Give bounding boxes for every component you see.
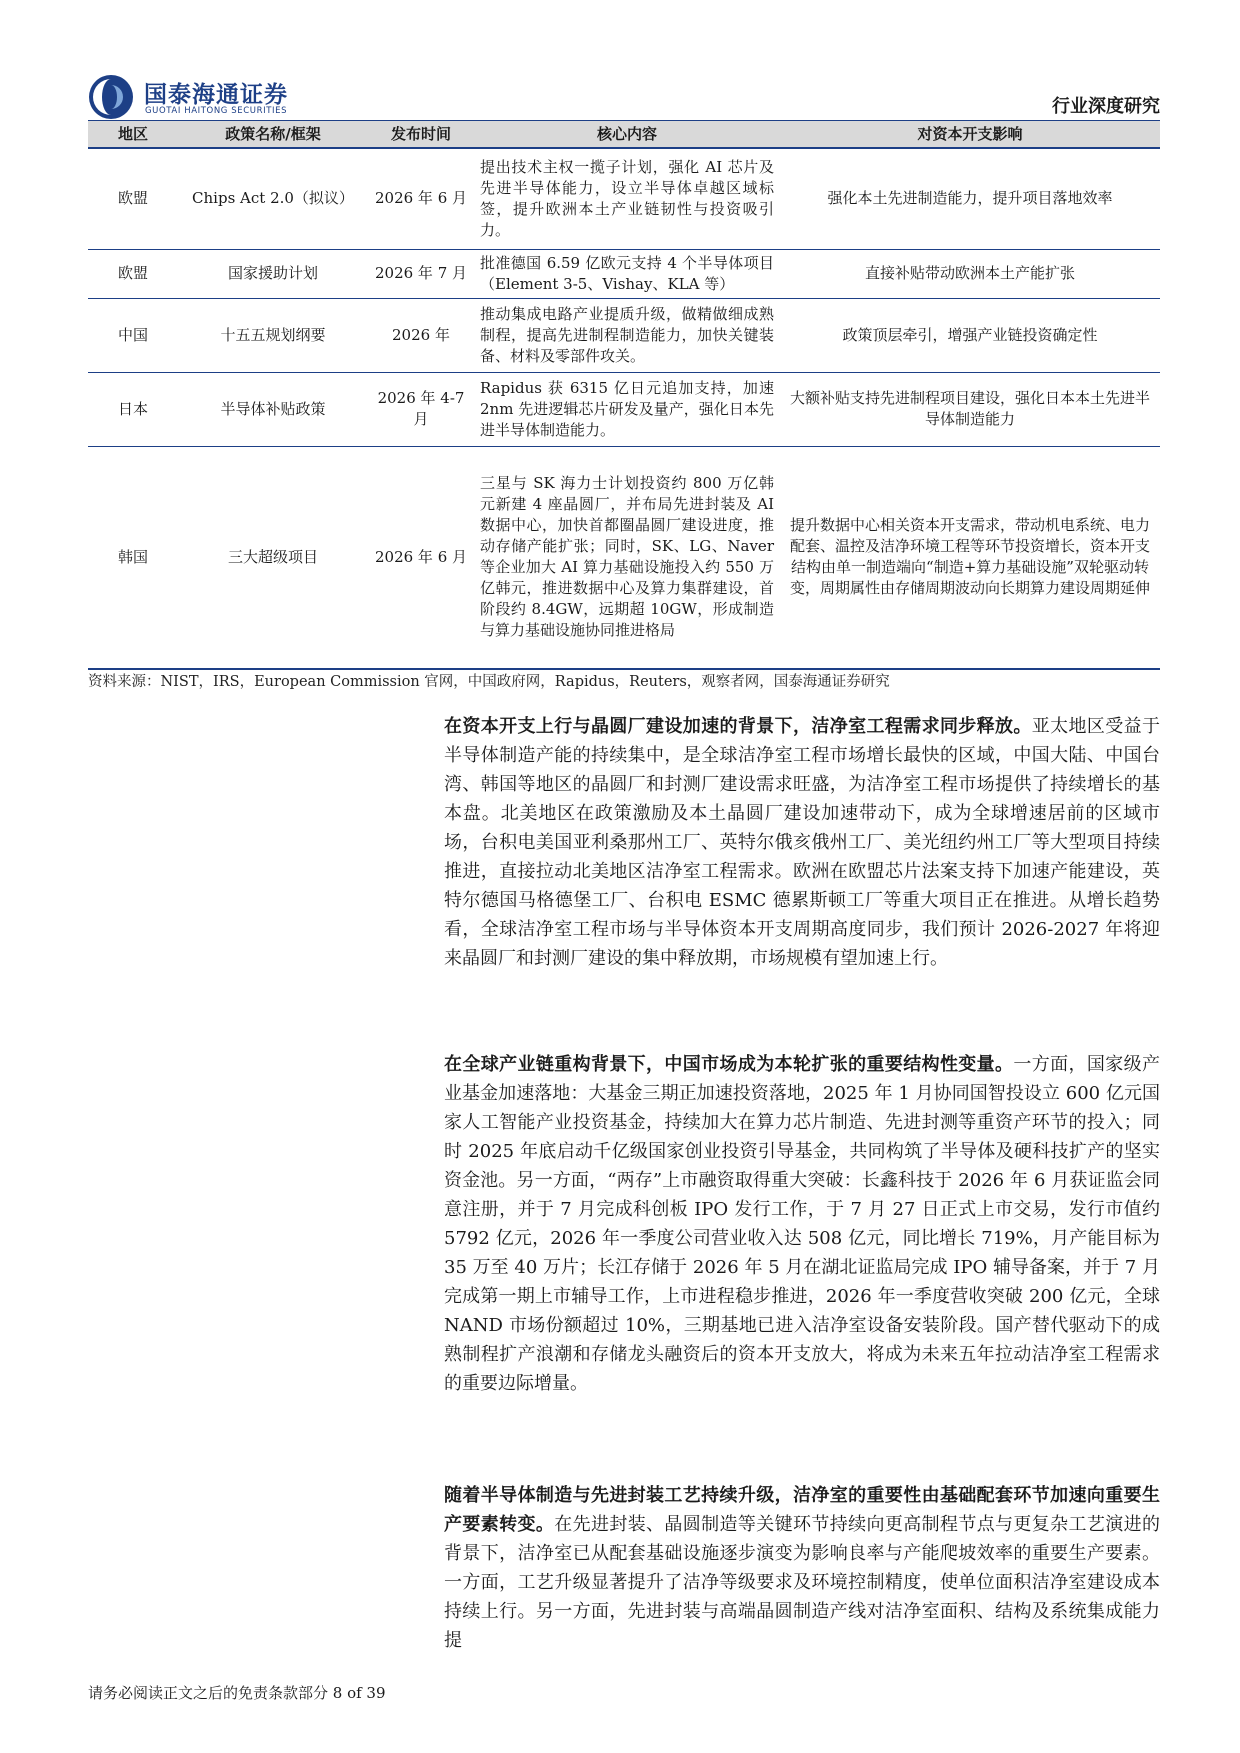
page-footer: 请务必阅读正文之后的免责条款部分 8 of 39 [88,1684,386,1702]
table-row [88,372,1160,446]
region-cell: 中国 [88,298,178,372]
paragraph-lead: 在全球产业链重构背景下，中国市场成为本轮扩张的重要结构性变量。 [444,1054,1014,1075]
paragraph-text: 在先进封装、晶圆制造等关键环节持续向更高制程节点与更复杂工艺演进的背景下，洁净室已从配套基础设施逐步演变为影响良率与产能爬坡效率的重要生产要素。一方面，工艺升级显著提升了洁净等级要求及环境控制精度，使单位面积洁净室建设成本持续上行。另一方面，先进封装与高端晶圆制造产线对洁净室面积、结构及系统集成能力提 [444,1514,1161,1651]
company-logo-icon [88,74,134,120]
impact-cell: 政策顶层牵引，增强产业链投资确定性 [780,298,1160,372]
column-header: 政策名称/框架 [178,121,368,148]
policy-cell: 半导体补贴政策 [178,372,368,446]
date-cell: 2026 年 4-7 月 [368,372,474,446]
table-source-note: 资料来源：NIST，IRS，European Commission 官网，中国政府网，Rapidus，Reuters，观察者网，国泰海通证券研究 [88,674,890,690]
content-cell: 推动集成电路产业提质升级，做精做细成熟制程，提高先进制程制造能力，加快关键装备、材料及零部件攻关。 [474,298,780,372]
content-cell: Rapidus 获 6315 亿日元追加支持，加速 2nm 先进逻辑芯片研发及量产，强化日本先进半导体制造能力。 [474,372,780,446]
report-type: 行业深度研究 [1052,96,1160,117]
region-cell: 日本 [88,372,178,446]
table-row [88,298,1160,372]
impact-cell: 提升数据中心相关资本开支需求，带动机电系统、电力配套、温控及洁净环境工程等环节投资增长，资本开支结构由单一制造端向“制造+算力基础设施”双轮驱动转变，周期属性由存储周期波动向长期算力建设周期延伸 [780,446,1160,669]
body-paragraph [444,1481,1160,1655]
company-name-en: GUOTAI HAITONG SECURITIES [145,106,288,116]
body-paragraph [444,712,1160,973]
date-cell: 2026 年 6 月 [368,148,474,249]
table-row [88,148,1160,249]
policy-cell: 十五五规划纲要 [178,298,368,372]
date-cell: 2026 年 [368,298,474,372]
date-cell: 2026 年 6 月 [368,446,474,669]
region-cell: 韩国 [88,446,178,669]
content-cell: 提出技术主权一揽子计划，强化 AI 芯片及先进半导体能力，设立半导体卓越区域标签，提升欧洲本土产业链韧性与投资吸引力。 [474,148,780,249]
page-header [88,70,1160,122]
column-header: 发布时间 [368,121,474,148]
content-cell: 三星与 SK 海力士计划投资约 800 万亿韩元新建 4 座晶圆厂，并布局先进封装及 AI 数据中心，加快首都圈晶圆厂建设进度，推动存储产能扩张；同时，SK、LG、Naver 等企业加大 AI 算力基础设施投入约 550 万亿韩元，推进数据中心及算力集群建设，首阶段约 8.4GW，远期超 10GW，形成制造与算力基础设施协同推进格局 [474,446,780,669]
region-cell: 欧盟 [88,249,178,298]
policy-cell: 国家援助计划 [178,249,368,298]
table-row [88,446,1160,669]
company-name: 国泰海通证券 [144,82,288,108]
table-header-row [88,121,1160,148]
impact-cell: 大额补贴支持先进制程项目建设，强化日本本土先进半导体制造能力 [780,372,1160,446]
column-header: 地区 [88,121,178,148]
date-cell: 2026 年 7 月 [368,249,474,298]
paragraph-text: 一方面，国家级产业基金加速落地：大基金三期正加速投资落地，2025 年 1 月协同国智投设立 600 亿元国家人工智能产业投资基金，持续加大在算力芯片制造、先进封测等重资产环节的投入；同时 2025 年底启动千亿级国家创业投资引导基金，共同构筑了半导体及硬科技扩产的坚实资金池。另一方面，“两存”上市融资取得重大突破：长鑫科技于 2026 年 6 月获证监会同意注册，并于 7 月完成科创板 IPO 发行工作，于 7 月 27 日正式上市交易，发行市值约 5792 亿元，2026 年一季度公司营业收入达 508 亿元，同比增长 719%，月产能目标为 35 万至 40 万片；长江存储于 2026 年 5 月在湖北证监局完成 IPO 辅导备案，并于 7 月完成第一期上市辅导工作，上市进程稳步推进，2026 年一季度营收突破 200 亿元，全球 NAND 市场份额超过 10%，三期基地已进入洁净室设备安装阶段。国产替代驱动下的成熟制程扩产浪潮和存储龙头融资后的资本开支放大，将成为未来五年拉动洁净室工程需求的重要边际增量。 [444,1054,1161,1394]
body-paragraph [444,1050,1160,1398]
paragraph-lead: 随着半导体制造与先进封装工艺持续升级，洁净室的重要性由基础配套环节加速向重要生产要素转变。 [444,1485,1160,1535]
paragraph-text: 亚太地区受益于半导体制造产能的持续集中，是全球洁净室工程市场增长最快的区域，中国大陆、中国台湾、韩国等地区的晶圆厂和封测厂建设需求旺盛，为洁净室工程市场提供了持续增长的基本盘。北美地区在政策激励及本土晶圆厂建设加速带动下，成为全球增速居前的区域市场，台积电美国亚利桑那州工厂、英特尔俄亥俄州工厂、美光纽约州工厂等大型项目持续推进，直接拉动北美地区洁净室工程需求。欧洲在欧盟芯片法案支持下加速产能建设，英特尔德国马格德堡工厂、台积电 ESMC 德累斯顿工厂等重大项目正在推进。从增长趋势看，全球洁净室工程市场与半导体资本开支周期高度同步，我们预计 2026-2027 年将迎来晶圆厂和封测厂建设的集中释放期，市场规模有望加速上行。 [444,716,1161,969]
policy-table [88,121,1160,670]
column-header: 核心内容 [474,121,780,148]
paragraph-lead: 在资本开支上行与晶圆厂建设加速的背景下，洁净室工程需求同步释放。 [444,716,1032,737]
impact-cell: 直接补贴带动欧洲本土产能扩张 [780,249,1160,298]
column-header: 对资本开支影响 [780,121,1160,148]
policy-cell: 三大超级项目 [178,446,368,669]
region-cell: 欧盟 [88,148,178,249]
impact-cell: 强化本土先进制造能力，提升项目落地效率 [780,148,1160,249]
policy-cell: Chips Act 2.0（拟议） [178,148,368,249]
table-row [88,249,1160,298]
content-cell: 批准德国 6.59 亿欧元支持 4 个半导体项目（Element 3-5、Vishay、KLA 等） [474,249,780,298]
